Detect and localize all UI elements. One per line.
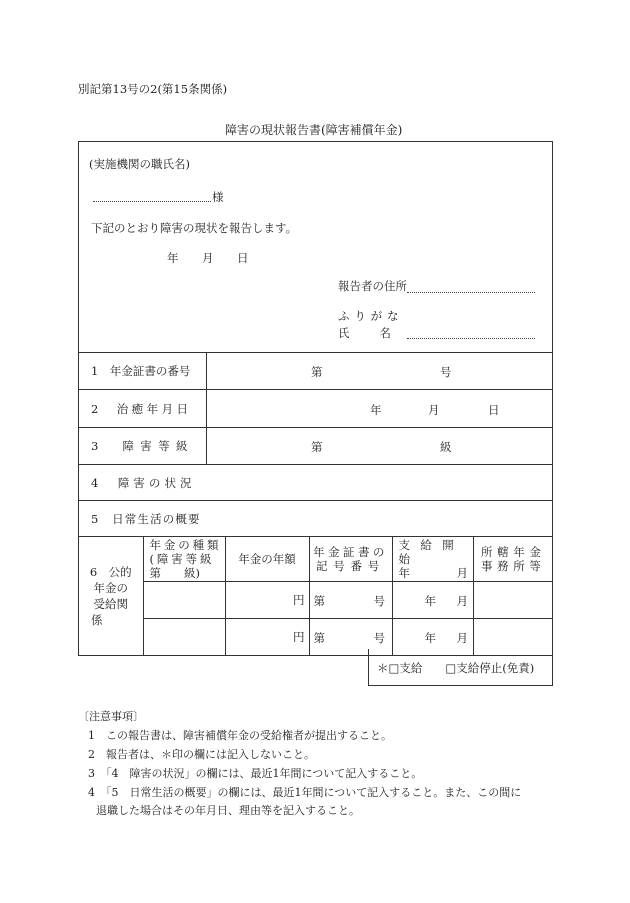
pension-type-cell-2[interactable] [143,618,225,655]
annual-amount-cell-2[interactable] [225,618,309,655]
addressee-field[interactable] [93,201,211,202]
cert-dai-1: 第 [313,593,325,608]
note-2: 2 報告者は、＊印の欄には記入しないこと。 [88,748,315,761]
col-annual-amount: 年金の年額 [225,537,309,581]
start-date-cell-1[interactable] [392,581,473,618]
col-start-date-l2 [399,566,473,580]
official-use-box [368,649,553,686]
note-3: 3 「4 障害の状況」の欄には、最近1年間について記入すること。 [88,767,423,780]
note-4a: 4 「5 日常生活の概要」の欄には、最近1年間について記入すること。また、この間に [88,786,522,799]
col-certificate-number-l1: 年金証書の [313,544,388,559]
name-label [338,325,421,341]
pension-office-cell-1[interactable] [473,581,553,618]
cure-month: 月 [428,403,440,417]
page-title: 障害の現状報告書(障害補償年金) [225,123,403,137]
cure-year: 年 [370,403,382,417]
col-pension-type [143,537,225,581]
addressee-label: (実施機関の職氏名) [89,157,190,171]
row-grade-value[interactable] [207,428,553,465]
furigana-label: ふりがな [338,309,404,323]
cure-day: 日 [488,403,500,417]
intro-text: 下記のとおり障害の現状を報告します。 [91,221,298,235]
row-certificate-value[interactable] [207,353,553,390]
certificate-number-cell-1[interactable] [309,581,392,618]
reporter-address-field[interactable] [407,292,535,293]
start-month-1: 月 [456,593,468,608]
annual-amount-cell-1[interactable] [225,581,309,618]
date-day: 日 [237,251,249,265]
pension-row-label-1: 6 公的 [89,565,132,579]
report-table [78,141,553,656]
note-1: 1 この報告書は、障害補償年金の受給権者が提出すること。 [88,729,392,742]
row-condition[interactable]: 4 障害の状況 [79,465,553,501]
start-month-2: 月 [456,630,468,645]
col-certificate-number-l2: 記号番号 [316,558,385,573]
yen-label-2: 円 [293,629,305,644]
pension-row-label-4: 係 [91,613,103,627]
start-year-2: 年 [424,630,436,645]
row-cure-date-label: 2 治癒年月日 [79,390,207,428]
reporter-address-label: 報告者の住所 [338,279,407,293]
name-field[interactable] [407,338,535,339]
pension-type-cell-1[interactable] [143,581,225,618]
date-year: 年 [167,251,179,265]
yen-label-1: 円 [293,592,305,607]
col-pension-type-l1: 年金の種類 [149,537,222,552]
pension-row-label [79,537,143,655]
col-start-date-l1: 支給開始 [398,537,465,566]
pension-table [79,537,553,655]
col-start-date-month: 月 [456,565,468,580]
col-pension-type-l3: 第 級) [149,565,200,580]
row-certificate-label: 1 年金証書の番号 [79,353,207,390]
pension-row-label-3: 受給関 [93,597,128,611]
name-label-text: 氏名 [338,326,421,340]
date-month: 月 [202,251,214,265]
grade-kyu: 級 [440,440,452,454]
col-certificate-number [309,537,392,581]
notes-heading: 〔注意事項〕 [78,710,144,723]
header-block [79,142,553,353]
row-grade-label: 3 障害等級 [79,428,207,465]
col-start-date [392,537,473,581]
pension-row-label-2: 年金の [93,581,128,595]
col-start-date-year: 年 [398,565,410,580]
col-pension-type-l2: (障害等級 [149,551,215,566]
col-pension-office [473,537,553,581]
col-pension-office-l1: 所轄年金 [481,544,546,559]
official-use-text: ＊□支給 □支給停止(免責) [377,661,535,675]
start-year-1: 年 [424,593,436,608]
col-pension-office-l2: 事務所等 [481,558,546,573]
cert-go-1: 号 [373,593,385,608]
cert-dai-2: 第 [313,630,325,645]
row-daily-life[interactable]: 5 日常生活の概要 [79,501,553,537]
certificate-dai: 第 [311,365,323,379]
row-cure-date-value[interactable] [207,390,553,428]
note-4b: 退職した場合はその年月日、理由等を記入すること。 [96,804,360,817]
pension-section [79,537,553,656]
certificate-go: 号 [440,365,452,379]
form-number: 別記第13号の2(第15条関係) [78,82,228,96]
cert-go-2: 号 [373,630,385,645]
honorific: 様 [212,190,224,204]
grade-dai: 第 [311,440,323,454]
